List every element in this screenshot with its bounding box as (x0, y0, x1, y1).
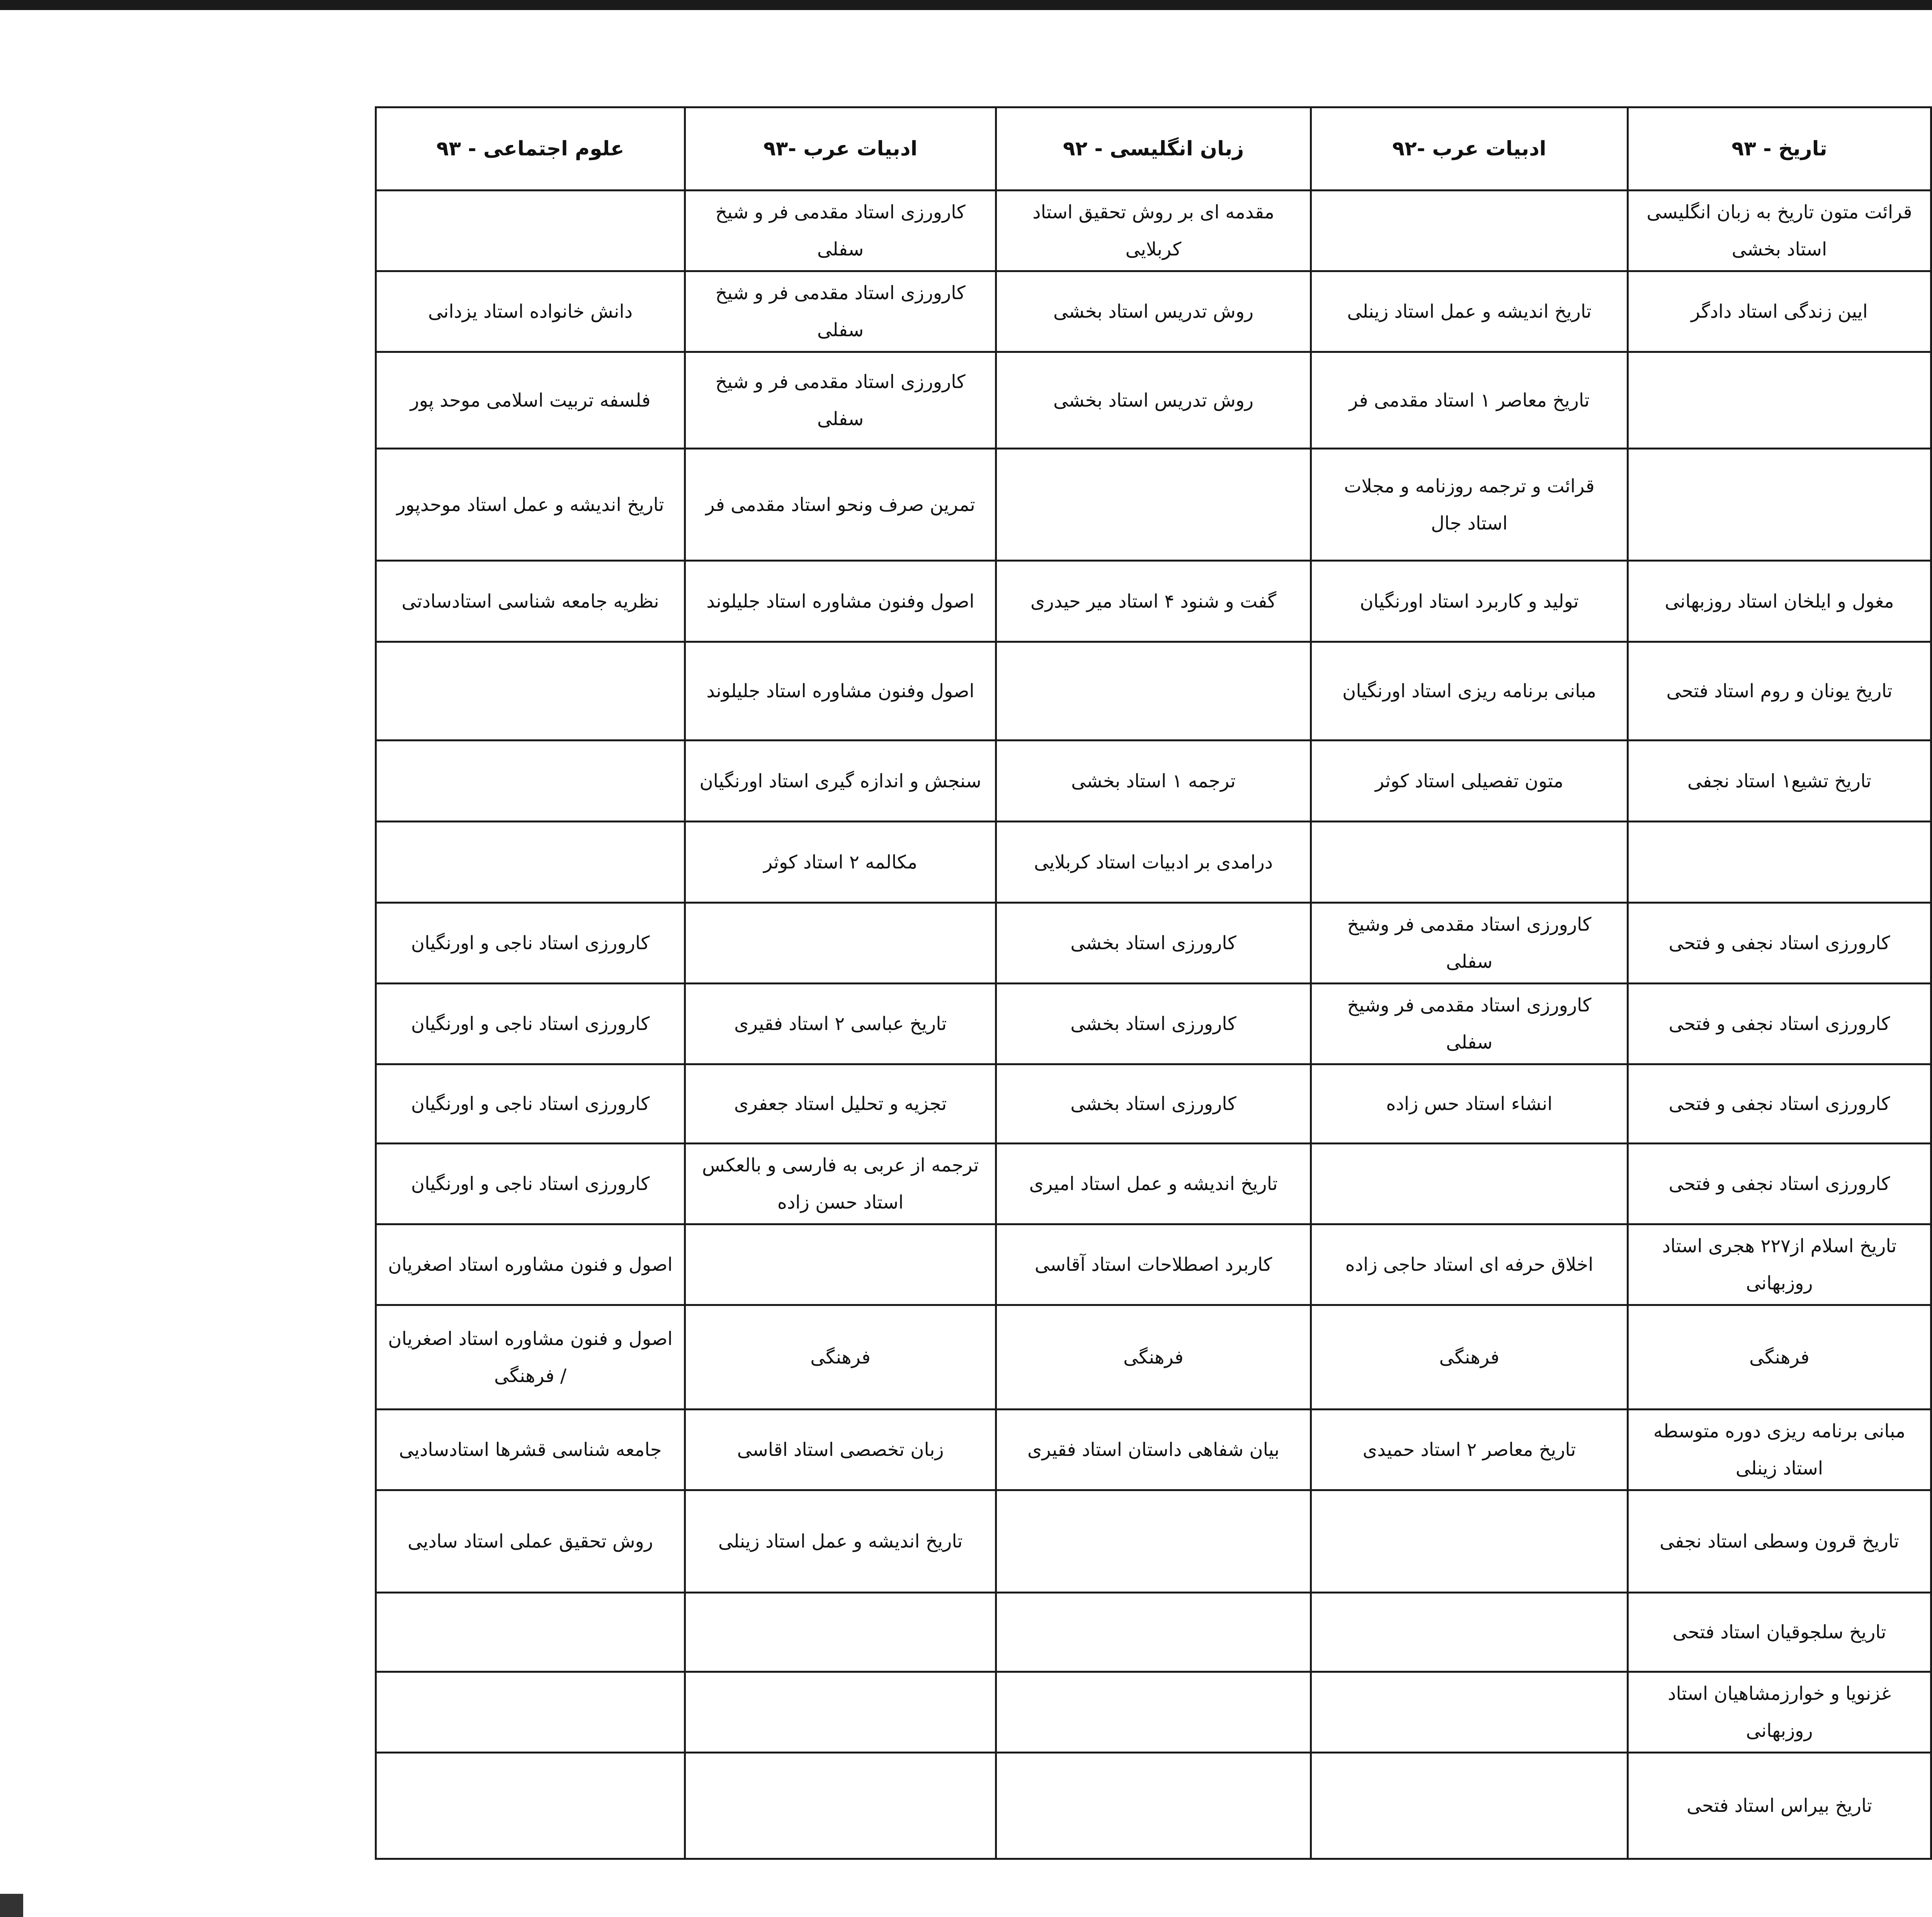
course-cell: تاریخ اندیشه و عمل استاد موحدپور (376, 449, 685, 561)
course-cell: فلسفه تربیت اسلامی موحد پور (376, 352, 685, 449)
course-cell (1311, 191, 1628, 271)
course-cell: مبانی برنامه ریزی دوره متوسطه استاد زینلی (1628, 1410, 1931, 1490)
course-cell: ایین زندگی استاد دادگر (1628, 271, 1931, 352)
schedule-row (376, 449, 1932, 561)
course-cell: روش تدریس استاد بخشی (996, 352, 1311, 449)
schedule-row (376, 1305, 1932, 1410)
column-header: تاریخ - ۹۳ (1628, 107, 1931, 191)
schedule-row (376, 903, 1932, 984)
course-cell (376, 1672, 685, 1753)
course-cell (685, 1753, 996, 1859)
course-cell: اصول و فنون مشاوره استاد اصغریان (376, 1224, 685, 1305)
course-cell: تاریخ تشیع۱ استاد نجفی (1628, 741, 1931, 822)
course-cell (1628, 822, 1931, 903)
header-row (376, 107, 1932, 191)
course-cell (996, 1490, 1311, 1593)
course-cell: متون تفصیلی استاد کوثر (1311, 741, 1628, 822)
column-header: ادبیات عرب -۹۳ (685, 107, 996, 191)
course-cell: مکالمه ۲ استاد کوثر (685, 822, 996, 903)
schedule-row (376, 822, 1932, 903)
column-header: علوم اجتماعی - ۹۳ (376, 107, 685, 191)
course-cell: کارورزی استاد مقدمی فر وشیخ سفلی (1311, 903, 1628, 984)
schedule-row (376, 1753, 1932, 1859)
schedule-row (376, 1410, 1932, 1490)
course-cell: مقدمه ای بر روش تحقیق استاد کربلایی (996, 191, 1311, 271)
course-cell (376, 191, 685, 271)
schedule-row (376, 1490, 1932, 1593)
course-cell: زبان تخصصی استاد اقاسی (685, 1410, 996, 1490)
course-cell: تاریخ اندیشه و عمل استاد امیری (996, 1144, 1311, 1224)
schedule-row (376, 1593, 1932, 1672)
course-cell (996, 1753, 1311, 1859)
course-cell: مبانی برنامه ریزی استاد اورنگیان (1311, 642, 1628, 741)
schedule-row (376, 1064, 1932, 1144)
course-cell: تاریخ بیراس استاد فتحی (1628, 1753, 1931, 1859)
course-cell: درامدی بر ادبیات استاد کربلایی (996, 822, 1311, 903)
course-cell: سنجش و اندازه گیری استاد اورنگیان (685, 741, 996, 822)
course-cell: جامعه شناسی قشرها استادسادیی (376, 1410, 685, 1490)
column-header: زبان انگلیسی - ۹۲ (996, 107, 1311, 191)
course-cell: مغول و ایلخان استاد روزبهانی (1628, 561, 1931, 642)
course-cell (685, 1672, 996, 1753)
schedule-row (376, 352, 1932, 449)
schedule-row (376, 1144, 1932, 1224)
course-cell: کارورزی استاد مقدمی فر و شیخ سفلی (685, 191, 996, 271)
course-cell (376, 1753, 685, 1859)
course-cell (376, 642, 685, 741)
course-cell (376, 1593, 685, 1672)
course-cell: تاریخ معاصر ۱ استاد مقدمی فر (1311, 352, 1628, 449)
course-cell: تاریخ قرون وسطی استاد نجفی (1628, 1490, 1931, 1593)
course-cell (1311, 1672, 1628, 1753)
course-cell: تاریخ معاصر ۲ استاد حمیدی (1311, 1410, 1628, 1490)
course-cell: کاربرد اصطلاحات استاد آقاسی (996, 1224, 1311, 1305)
course-cell: اصول وفنون مشاوره استاد جلیلوند (685, 642, 996, 741)
course-cell (1311, 1144, 1628, 1224)
course-cell: تاریخ اندیشه و عمل استاد زینلی (1311, 271, 1628, 352)
course-cell: انشاء استاد حس زاده (1311, 1064, 1628, 1144)
course-cell: دانش خانواده استاد یزدانی (376, 271, 685, 352)
course-cell (1628, 449, 1931, 561)
course-cell (1628, 352, 1931, 449)
course-cell (376, 822, 685, 903)
course-cell: کارورزی استاد بخشی (996, 984, 1311, 1064)
schedule-page (377, 106, 1932, 1849)
class-schedule-table (375, 106, 1932, 1860)
course-cell: کارورزی استاد مقدمی فر و شیخ سفلی (685, 271, 996, 352)
course-cell: کارورزی استاد مقدمی فر وشیخ سفلی (1311, 984, 1628, 1064)
course-cell: ترجمه از عربی به فارسی و بالعکس استاد حسن زاده (685, 1144, 996, 1224)
course-cell: کارورزی استاد ناجی و اورنگیان (376, 903, 685, 984)
course-cell (685, 1593, 996, 1672)
course-cell: کارورزی استاد ناجی و اورنگیان (376, 984, 685, 1064)
course-cell (1311, 1593, 1628, 1672)
schedule-row (376, 561, 1932, 642)
course-cell: کارورزی استاد مقدمی فر و شیخ سفلی (685, 352, 996, 449)
course-cell: کارورزی استاد نجفی و فتحی (1628, 1144, 1931, 1224)
course-cell: اصول وفنون مشاوره استاد جلیلوند (685, 561, 996, 642)
course-cell: کارورزی استاد نجفی و فتحی (1628, 1064, 1931, 1144)
course-cell: کارورزی استاد ناجی و اورنگیان (376, 1064, 685, 1144)
course-cell: قرائت متون تاریخ به زبان انگلیسی استاد بخشی (1628, 191, 1931, 271)
scan-corner-mark (0, 1894, 23, 1917)
course-cell: نظریه جامعه شناسی استادسادتی (376, 561, 685, 642)
course-cell (685, 1224, 996, 1305)
course-cell: بیان شفاهی داستان استاد فقیری (996, 1410, 1311, 1490)
course-cell: تاریخ سلجوقیان استاد فتحی (1628, 1593, 1931, 1672)
course-cell (996, 1672, 1311, 1753)
course-cell (376, 741, 685, 822)
course-cell (996, 1593, 1311, 1672)
schedule-row (376, 1224, 1932, 1305)
course-cell (996, 642, 1311, 741)
course-cell: کارورزی استاد بخشی (996, 903, 1311, 984)
course-cell: کارورزی استاد بخشی (996, 1064, 1311, 1144)
course-cell (1311, 1753, 1628, 1859)
course-cell: کارورزی استاد ناجی و اورنگیان (376, 1144, 685, 1224)
course-cell: قرائت و ترجمه روزنامه و مجلات استاد جال (1311, 449, 1628, 561)
course-cell: اصول و فنون مشاوره استاد اصغریان / فرهنگی (376, 1305, 685, 1410)
schedule-row (376, 741, 1932, 822)
course-cell: تمرین صرف ونحو استاد مقدمی فر (685, 449, 996, 561)
scan-top-border (0, 0, 1932, 10)
column-header: ادبیات عرب -۹۲ (1311, 107, 1628, 191)
course-cell (685, 903, 996, 984)
course-cell: تولید و کاربرد استاد اورنگیان (1311, 561, 1628, 642)
course-cell: روش تدریس استاد بخشی (996, 271, 1311, 352)
course-cell: فرهنگی (1311, 1305, 1628, 1410)
course-cell: گفت و شنود ۴ استاد میر حیدری (996, 561, 1311, 642)
course-cell: تاریخ اندیشه و عمل استاد زینلی (685, 1490, 996, 1593)
schedule-row (376, 271, 1932, 352)
course-cell: تاریخ عباسی ۲ استاد فقیری (685, 984, 996, 1064)
course-cell: تجزیه و تحلیل استاد جعفری (685, 1064, 996, 1144)
course-cell: تاریخ یونان و روم استاد فتحی (1628, 642, 1931, 741)
course-cell: فرهنگی (996, 1305, 1311, 1410)
course-cell: کارورزی استاد نجفی و فتحی (1628, 984, 1931, 1064)
schedule-row (376, 191, 1932, 271)
course-cell: ترجمه ۱ استاد بخشی (996, 741, 1311, 822)
course-cell: اخلاق حرفه ای استاد حاجی زاده (1311, 1224, 1628, 1305)
schedule-row (376, 642, 1932, 741)
course-cell: کارورزی استاد نجفی و فتحی (1628, 903, 1931, 984)
course-cell: تاریخ اسلام از۲۲۷ هجری استاد روزبهانی (1628, 1224, 1931, 1305)
course-cell (996, 449, 1311, 561)
schedule-row (376, 984, 1932, 1064)
course-cell (1311, 1490, 1628, 1593)
table-header (376, 107, 1932, 191)
course-cell: فرهنگی (685, 1305, 996, 1410)
course-cell (1311, 822, 1628, 903)
course-cell: غزنویا و خوارزمشاهیان استاد روزبهانی (1628, 1672, 1931, 1753)
course-cell: فرهنگی (1628, 1305, 1931, 1410)
course-cell: روش تحقیق عملی استاد سادیی (376, 1490, 685, 1593)
schedule-row (376, 1672, 1932, 1753)
table-body (376, 191, 1932, 1859)
